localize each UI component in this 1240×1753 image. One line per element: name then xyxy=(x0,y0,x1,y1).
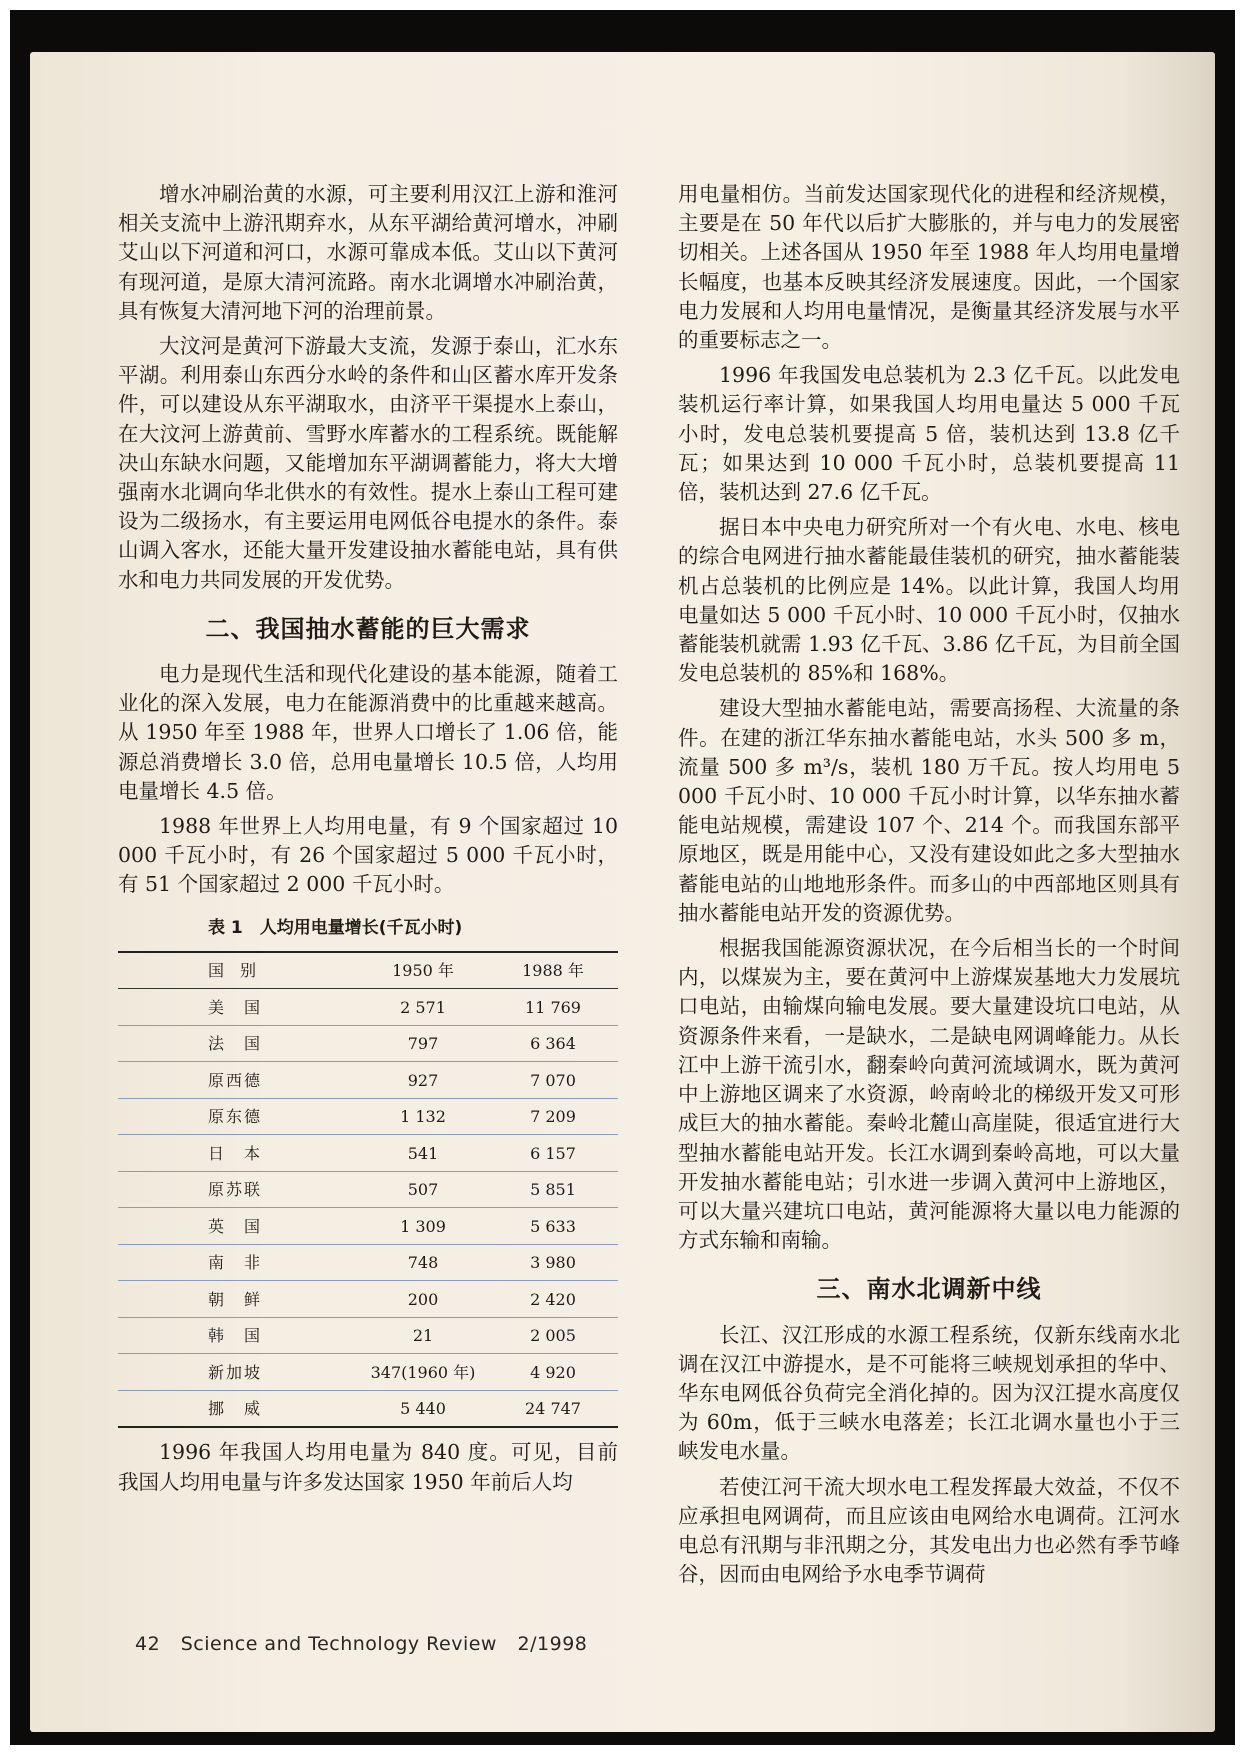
paragraph: 1996 年我国人均用电量为 840 度。可见，目前我国人均用电量与许多发达国家 1950 年前后人均 xyxy=(118,1440,618,1494)
cell-1950: 927 xyxy=(407,1070,439,1090)
cell-1950: 1 309 xyxy=(400,1216,446,1236)
cell-1950: 2 571 xyxy=(400,997,446,1017)
paragraph: 增水冲刷治黄的水源，可主要利用汉江上游和淮河相关支流中上游汛期弃水，从东平湖给黄河增水，冲刷艾山以下河道和河口，水源可靠成本低。艾山以下黄河有现河道，是原大清河流路。南水北调增水冲刷治黄，具有恢复大清河地下河的治理前景。 xyxy=(118,182,618,323)
table-row xyxy=(118,1025,618,1062)
cell-country: 美 国 xyxy=(208,997,263,1017)
cell-1988: 11 769 xyxy=(525,997,581,1017)
cell-country: 新加坡 xyxy=(208,1362,263,1382)
cell-country: 原西德 xyxy=(208,1070,263,1090)
cell-1988: 7 070 xyxy=(530,1070,576,1090)
table-body xyxy=(118,989,618,1428)
issue-number: 2/1998 xyxy=(517,1633,588,1655)
cell-1950: 5 440 xyxy=(400,1399,446,1419)
cell-1950: 797 xyxy=(407,1034,439,1054)
left-column xyxy=(118,180,618,1503)
cell-1950: 21 xyxy=(412,1326,434,1346)
cell-country: 英 国 xyxy=(208,1216,263,1236)
table-row xyxy=(118,1244,618,1281)
cell-1950: 507 xyxy=(407,1180,439,1200)
page-number: 42 xyxy=(135,1633,161,1655)
header-country: 国 别 xyxy=(208,961,257,981)
cell-1988: 3 980 xyxy=(530,1253,576,1273)
paragraph: 大汶河是黄河下游最大支流，发源于泰山，汇水东平湖。利用泰山东西分水岭的条件和山区蓄水库开发条件，可以建设从东平湖取水，由济平干渠提水上泰山，在大汶河上游黄前、雪野水库蓄水的工程系统。既能解决山东缺水问题，又能增加东平湖调蓄能力，将大大增强南水北调向华北供水的有效性。提水上泰山工程可建设为二级扬水，有主要运用电网低谷电提水的条件。泰山调入客水，还能大量开发建设抽水蓄能电站，具有供水和电力共同发展的开发优势。 xyxy=(118,334,618,592)
table-row xyxy=(118,1135,618,1172)
table-row xyxy=(118,1062,618,1099)
cell-country: 朝 鲜 xyxy=(208,1289,263,1309)
cell-country: 日 本 xyxy=(208,1143,263,1163)
cell-country: 原苏联 xyxy=(208,1180,263,1200)
table-row xyxy=(118,1354,618,1391)
header-1950: 1950 年 xyxy=(392,961,454,981)
paragraph: 1988 年世界上人均用电量，有 9 个国家超过 10 000 千瓦小时，有 26 个国家超过 5 000 千瓦小时，有 51 个国家超过 2 000 千瓦小时。 xyxy=(118,814,618,897)
table-row xyxy=(118,1281,618,1318)
cell-1950: 200 xyxy=(407,1289,439,1309)
cell-country: 法 国 xyxy=(208,1034,263,1054)
table-row xyxy=(118,1390,618,1427)
table-row xyxy=(118,1317,618,1354)
cell-1988: 2 005 xyxy=(530,1326,576,1346)
table-header-row xyxy=(118,952,618,989)
table-row xyxy=(118,1098,618,1135)
journal-name: Science and Technology Review xyxy=(180,1633,497,1655)
paragraph: 若使江河干流大坝水电工程发挥最大效益，不仅不应承担电网调荷，而且应该由电网给水电调荷。江河水电总有汛期与非汛期之分，其发电出力也必然有季节峰谷，因而由电网给予水电季节调荷 xyxy=(678,1474,1180,1587)
table-row xyxy=(118,1208,618,1245)
cell-country: 挪 威 xyxy=(208,1399,263,1419)
section-heading: 三、南水北调新中线 xyxy=(816,1275,1042,1304)
table-row xyxy=(118,989,618,1026)
table-row xyxy=(118,1171,618,1208)
right-column xyxy=(678,180,1180,1595)
cell-1988: 5 851 xyxy=(530,1180,576,1200)
paragraph: 1996 年我国发电总装机为 2.3 亿千瓦。以此发电装机运行率计算，如果我国人均用电量达 5 000 千瓦小时，发电总装机要提高 5 倍，装机达到 13.8 亿千瓦；如果达到 10 000 千瓦小时，总装机要提高 11 倍，装机达到 27.6 亿千瓦。 xyxy=(678,363,1180,505)
paragraph: 用电量相仿。当前发达国家现代化的进程和经济规模，主要是在 50 年代以后扩大膨胀的，并与电力的发展密切相关。上述各国从 1950 年至 1988 年人均用电量增长幅度，也基本反映其经济发展速度。因此，一个国家电力发展和人均用电量情况，是衡量其经济发展与水平的重要标志之一。 xyxy=(678,182,1180,353)
cell-1988: 4 920 xyxy=(530,1362,576,1382)
cell-1988: 6 364 xyxy=(530,1034,576,1054)
paragraph: 建设大型抽水蓄能电站，需要高扬程、大流量的条件。在建的浙江华东抽水蓄能电站，水头 500 多 m，流量 500 多 m³/s，装机 180 万千瓦。按人均用电 5 000 千瓦小时、10 000 千瓦小时计算，以华东抽水蓄能电站规模，需建设 107 个、214 个。而我国东部平原地区，既是用能中心，又没有建设如此之多大型抽水蓄能电站的山地地形条件。而多山的中西部地区则具有抽水蓄能电站开发的资源优势。 xyxy=(678,696,1180,925)
cell-1988: 6 157 xyxy=(530,1143,576,1163)
cell-country: 韩 国 xyxy=(208,1326,263,1346)
cell-1988: 2 420 xyxy=(530,1289,576,1309)
cell-1950: 541 xyxy=(407,1143,439,1163)
paragraph: 据日本中央电力研究所对一个有火电、水电、核电的综合电网进行抽水蓄能最佳装机的研究，抽水蓄能装机占总装机的比例应是 14%。以此计算，我国人均用电量如达 5 000 千瓦小时、10 000 千瓦小时，仅抽水蓄能装机就需 1.93 亿千瓦、3.86 亿千瓦，为目前全国发电总装机的 85%和 168%。 xyxy=(678,515,1180,686)
paragraph: 电力是现代生活和现代化建设的基本能源，随着工业化的深入发展，电力在能源消费中的比重越来越高。从 1950 年至 1988 年，世界人口增长了 1.06 倍，能源总消费增长 3.0 倍，总用电量增长 10.5 倍，人均用电量增长 4.5 倍。 xyxy=(118,662,618,803)
cell-1950: 748 xyxy=(407,1253,439,1273)
cell-country: 南 非 xyxy=(208,1253,263,1273)
paragraph: 根据我国能源资源状况，在今后相当长的一个时间内，以煤炭为主，要在黄河中上游煤炭基地大力发展坑口电站，由输煤向输电发展。要大量建设坑口电站，从资源条件来看，一是缺水，二是缺电网调峰能力。从长江中上游干流引水，翻秦岭向黄河流域调水，既为黄河中上游地区调来了水资源，岭南岭北的梯级开发又可形成巨大的抽水蓄能。秦岭北麓山高崖陡，很适宜进行大型抽水蓄能电站开发。长江水调到秦岭高地，可以大量开发抽水蓄能电站；引水进一步调入黄河中上游地区，可以大量兴建坑口电站，黄河能源将大量以电力能源的方式东输和南输。 xyxy=(678,936,1180,1253)
electricity-table xyxy=(118,951,618,1429)
section-heading: 二、我国抽水蓄能的巨大需求 xyxy=(205,614,531,643)
cell-country: 原东德 xyxy=(208,1107,263,1127)
page-footer xyxy=(135,1633,601,1655)
cell-1988: 24 747 xyxy=(525,1399,581,1419)
table-caption: 表 1 人均用电量增长(千瓦小时) xyxy=(208,917,463,938)
paragraph: 长江、汉江形成的水源工程系统，仅新东线南水北调在汉江中游提水，是不可能将三峡规划承担的华中、华东电网低谷负荷完全消化掉的。因为汉江提水高度仅为 60m，低于三峡水电落差；长江北调水量也小于三峡发电水量。 xyxy=(678,1322,1180,1464)
cell-1950: 347(1960 年) xyxy=(370,1362,476,1382)
cell-1988: 5 633 xyxy=(530,1216,576,1236)
header-1988: 1988 年 xyxy=(522,961,584,981)
cell-1950: 1 132 xyxy=(400,1107,446,1127)
table-block xyxy=(118,914,618,1429)
cell-1988: 7 209 xyxy=(530,1107,576,1127)
